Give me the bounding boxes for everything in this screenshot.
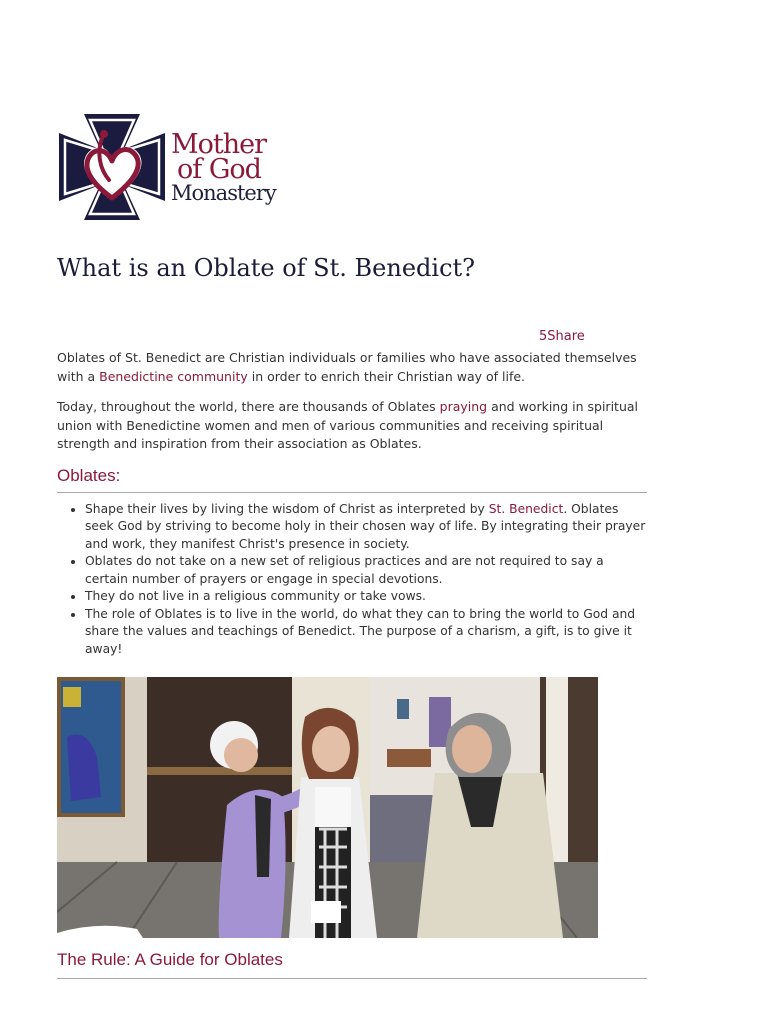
second-text-end: and working in spiritual union with Benedictine women and men of various communities and receiving spiritual strength and inspiration from their association as Oblates. (57, 399, 638, 451)
photo-illustration (57, 677, 598, 938)
list-item (85, 501, 647, 554)
page-title: What is an Oblate of St. Benedict? (57, 254, 476, 282)
cross-heart-icon (57, 112, 167, 222)
benedictine-community-link[interactable]: Benedictine community (99, 368, 248, 384)
intro-text-end: in order to enrich their Christian way of life. (247, 368, 526, 384)
logo-line-monastery: Monastery (171, 181, 276, 205)
site-logo[interactable] (57, 112, 277, 224)
list-item: • The role of Oblates is to live in the world, do what they can to bring the world to God and share the values and teachings of Benedict. The purpose of a charism, a gift, is to give it away! (85, 606, 647, 659)
oblates-heading: Oblates: (57, 466, 647, 493)
second-paragraph (57, 398, 647, 454)
st-benedict-link[interactable]: St. Benedict (488, 501, 564, 516)
article-body (57, 349, 647, 658)
intro-paragraph (57, 349, 647, 386)
bullet-text-start: Shape their lives by living the wisdom of Christ as interpreted by (85, 501, 489, 516)
intro-text-start: Oblates of St. Benedict are Christian individuals or families who have associated themselves with a (57, 350, 637, 384)
second-text-start: Today, throughout the world, there are thousands of Oblates (57, 399, 440, 414)
logo-line-of-god: of God (177, 154, 261, 185)
oblates-photo (57, 677, 598, 938)
bullet-text-end: . Oblates seek God by striving to become holy in their chosen way of life. By integrating their prayer and work, they manifest Christ's presence in society. (85, 501, 646, 551)
logo-wordmark (171, 129, 276, 205)
praying-link[interactable]: praying (439, 399, 488, 414)
share-link[interactable]: 5Share (539, 329, 585, 344)
rule-guide-heading: The Rule: A Guide for Oblates (57, 950, 647, 979)
list-item: • Oblates do not take on a new set of religious practices and are not required to say a certain number of prayers or engage in special devotions. (85, 553, 647, 588)
list-item: • They do not live in a religious community or take vows. (85, 588, 647, 606)
logo-line-mother: Mother (171, 129, 267, 160)
oblates-list (57, 501, 647, 659)
